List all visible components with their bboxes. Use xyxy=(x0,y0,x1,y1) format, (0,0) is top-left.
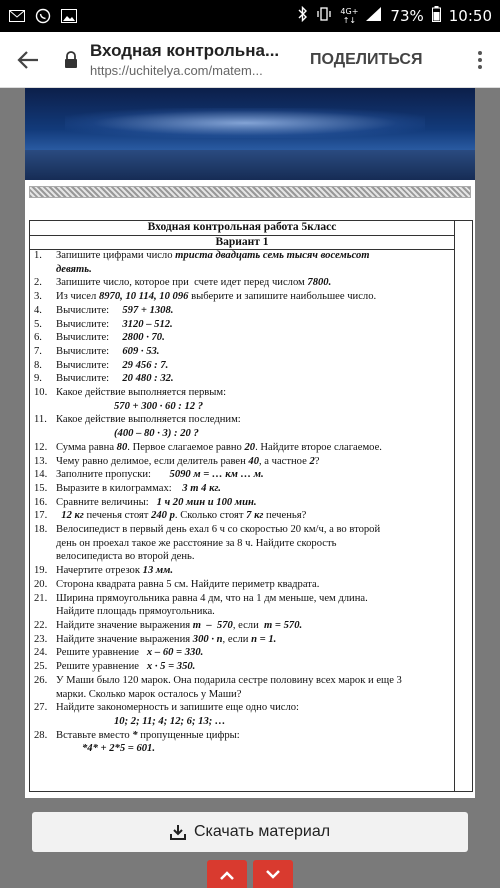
document-page xyxy=(25,180,475,798)
task-text-fragment: 3120 – 512. xyxy=(122,318,173,330)
task-text-fragment: Ширина прямоугольника равна 4 дм, что на 1 дм меньше, чем длина. xyxy=(56,592,368,604)
worksheet-variant: Вариант 1 xyxy=(30,235,454,248)
task-number xyxy=(34,742,56,756)
task-text-fragment: Найдите закономерность и запишите еще одно число: xyxy=(56,702,300,714)
task-row xyxy=(34,413,454,427)
more-options-button[interactable] xyxy=(460,51,500,69)
task-text-fragment: Сторона квадрата равна 5 см. Найдите периметр квадрата. xyxy=(56,578,320,590)
download-button[interactable] xyxy=(32,812,468,852)
task-row xyxy=(34,674,454,688)
task-row xyxy=(34,605,454,619)
task-row xyxy=(34,592,454,606)
task-text-fragment: Из чисел xyxy=(56,291,99,303)
task-text-fragment: 8970, 10 114, 10 096 xyxy=(98,291,189,303)
task-number: 11. xyxy=(34,414,47,426)
task-number: 24. xyxy=(34,647,48,659)
task-text-fragment: Запишите цифрами число xyxy=(56,250,176,261)
task-number: 9. xyxy=(34,373,42,385)
download-icon xyxy=(170,824,186,840)
task-number xyxy=(34,688,56,702)
task-row xyxy=(34,729,454,743)
task-text-fragment: Решите уравнение xyxy=(56,647,147,659)
task-text-fragment: 29 456 : 7. xyxy=(122,359,169,371)
task-text xyxy=(56,523,454,537)
task-text xyxy=(56,564,454,578)
page-nav xyxy=(0,860,500,888)
task-row xyxy=(34,331,454,345)
chevron-up-icon xyxy=(219,870,235,880)
task-text-fragment: Найдите площадь прямоугольника. xyxy=(56,606,215,618)
task-row xyxy=(34,468,454,482)
worksheet-table xyxy=(29,220,473,792)
task-text-fragment: триста двадцать семь тысяч восемьсот xyxy=(175,250,370,261)
task-number: 25. xyxy=(34,661,48,673)
bluetooth-icon xyxy=(298,6,308,26)
task-row xyxy=(34,564,454,578)
document-border-pattern xyxy=(29,186,471,198)
task-text-fragment: . Сколько стоят xyxy=(174,510,247,522)
task-number: 22. xyxy=(34,619,48,631)
task-text xyxy=(56,482,454,496)
battery-icon xyxy=(432,6,441,26)
task-text-fragment: 240 р xyxy=(151,510,175,522)
mail-icon xyxy=(8,7,26,25)
task-row xyxy=(34,633,454,647)
task-text-fragment: пропущенные цифры: xyxy=(137,729,240,741)
task-text-fragment: . Первое слагаемое равно xyxy=(127,441,245,453)
task-text-fragment: Велосипедист в первый день ехал 6 ч со скоростью 20 км/ч, а во второй xyxy=(56,524,381,536)
task-text xyxy=(56,592,454,606)
task-text xyxy=(56,359,454,373)
task-text-fragment: x – 60 = 330. xyxy=(146,647,204,659)
task-text xyxy=(56,537,454,551)
scroll-down-button[interactable] xyxy=(253,860,293,888)
task-number: 15. xyxy=(34,482,48,494)
share-button[interactable]: ПОДЕЛИТЬСЯ xyxy=(310,50,423,68)
task-text xyxy=(56,742,454,756)
task-text xyxy=(56,345,454,359)
task-text-fragment: *4* + 2*5 = 601. xyxy=(82,743,155,755)
task-text-fragment: 3 т 4 кг. xyxy=(182,482,221,494)
task-row xyxy=(34,386,454,400)
scroll-up-button[interactable] xyxy=(207,860,247,888)
vibrate-icon xyxy=(316,6,332,26)
task-text xyxy=(56,619,454,633)
task-number: 12. xyxy=(34,441,48,453)
task-row xyxy=(34,537,454,551)
task-number: 3. xyxy=(34,291,42,303)
task-text xyxy=(56,674,454,688)
task-number xyxy=(34,263,56,277)
task-row xyxy=(34,523,454,537)
task-text-fragment: Решите уравнение xyxy=(56,661,147,673)
task-text xyxy=(56,715,454,729)
task-text xyxy=(56,633,454,647)
task-row xyxy=(34,276,454,290)
task-text xyxy=(56,509,454,523)
back-button[interactable] xyxy=(0,32,56,88)
task-text-fragment: печенья стоят xyxy=(83,510,152,522)
task-number: 5. xyxy=(34,318,42,330)
task-text xyxy=(56,276,454,290)
task-number: 21. xyxy=(34,592,48,604)
task-number: 19. xyxy=(34,565,48,577)
task-text-fragment: Выразите в килограммах: xyxy=(56,482,183,494)
task-number: 6. xyxy=(34,332,42,344)
task-row xyxy=(34,742,454,756)
task-text-fragment: 597 + 1308. xyxy=(122,304,174,316)
task-text-fragment: m = 570. xyxy=(264,619,303,631)
task-text-fragment: Запишите число, которое при счете идет перед числом xyxy=(56,277,308,289)
task-text-fragment: Какое действие выполняется первым: xyxy=(56,387,227,399)
task-text-fragment: У Маши было 120 марок. Она подарила сестре половину всех марок и еще 3 xyxy=(56,674,402,686)
task-text-fragment: 2 xyxy=(309,455,315,467)
task-row xyxy=(34,455,454,469)
task-text xyxy=(56,290,454,304)
task-number xyxy=(34,427,56,441)
status-bar xyxy=(0,0,500,32)
task-text-fragment: , если xyxy=(222,633,252,645)
task-row xyxy=(34,660,454,674)
task-row xyxy=(34,400,454,414)
task-text xyxy=(56,413,454,427)
gallery-icon xyxy=(60,7,78,25)
task-text-fragment: печенья? xyxy=(263,510,307,522)
page-title: Входная контрольна... xyxy=(90,41,280,60)
task-row xyxy=(34,345,454,359)
arrow-left-icon xyxy=(17,50,39,70)
task-text-fragment: Вставьте вместо xyxy=(56,729,133,741)
more-dots-icon xyxy=(478,51,482,55)
task-text-fragment: 570 + 300 · 60 : 12 ? xyxy=(114,400,204,412)
task-row xyxy=(34,263,454,277)
task-text-fragment: (400 – 80 · 3) : 20 ? xyxy=(114,428,199,440)
task-row xyxy=(34,249,454,263)
task-text xyxy=(56,372,454,386)
task-number: 18. xyxy=(34,524,48,536)
header-image xyxy=(25,88,475,180)
task-row xyxy=(34,619,454,633)
task-text xyxy=(56,468,454,482)
notification-icons xyxy=(8,7,78,25)
task-number xyxy=(34,400,56,414)
task-text-fragment: велосипедиста во второй день. xyxy=(56,551,195,563)
task-text xyxy=(56,550,454,564)
whatsapp-icon xyxy=(34,7,52,25)
task-text-fragment: выберите и запишите наибольшее число. xyxy=(188,291,377,303)
task-text-fragment: 7800. xyxy=(307,277,332,289)
task-number: 20. xyxy=(34,578,48,590)
task-text-fragment: день он проехал такое же расстояние за 8 ч. Найдите скорость xyxy=(56,537,337,549)
task-text-fragment: Сумма равна xyxy=(56,441,117,453)
task-number: 2. xyxy=(34,277,42,289)
task-text-fragment: x · 5 = 350. xyxy=(146,661,196,673)
browser-app-bar xyxy=(0,32,500,88)
task-text-fragment: 609 · 53. xyxy=(122,345,160,357)
battery-percent: 73% xyxy=(390,7,424,25)
task-number: 13. xyxy=(34,455,48,467)
task-row xyxy=(34,646,454,660)
task-text xyxy=(56,386,454,400)
task-text-fragment: 20 xyxy=(244,441,256,453)
task-text-fragment: 10; 2; 11; 4; 12; 6; 13; … xyxy=(114,715,226,727)
task-text-fragment: 20 480 : 32. xyxy=(122,373,174,385)
task-text xyxy=(56,427,454,441)
task-text-fragment: Найдите значение выражения xyxy=(56,633,193,645)
task-text xyxy=(56,729,454,743)
worksheet-title: Входная контрольная работа 5класс xyxy=(147,221,337,233)
task-text-fragment: , а частное xyxy=(259,455,310,467)
task-row xyxy=(34,372,454,386)
task-text-fragment: Заполните пропуски: xyxy=(56,469,154,481)
task-text-fragment: Какое действие выполняется последним: xyxy=(56,414,241,426)
task-list xyxy=(30,249,454,756)
task-text xyxy=(56,496,454,510)
task-row xyxy=(34,482,454,496)
network-indicator: 4G+ ↑↓ xyxy=(340,7,359,25)
task-number xyxy=(34,550,56,564)
task-text-fragment: ? xyxy=(314,455,320,467)
task-text xyxy=(56,400,454,414)
task-number: 27. xyxy=(34,702,48,714)
task-text xyxy=(56,441,454,455)
task-text-fragment: марки. Сколько марок осталось у Маши? xyxy=(56,688,242,700)
task-number: 7. xyxy=(34,345,42,357)
task-text-fragment: , если xyxy=(232,619,265,631)
task-text xyxy=(56,318,454,332)
task-text-fragment: девять. xyxy=(56,263,92,275)
lock-icon xyxy=(60,51,82,69)
task-number xyxy=(34,537,56,551)
signal-icon xyxy=(366,7,382,25)
download-label: Скачать материал xyxy=(193,823,331,840)
clock: 10:50 xyxy=(448,7,492,25)
task-text xyxy=(56,455,454,469)
task-text-fragment: Вычислите: xyxy=(56,345,123,357)
page-url: https://uchitelya.com/matem... xyxy=(90,63,263,78)
task-number xyxy=(34,715,56,729)
task-number: 14. xyxy=(34,469,48,481)
task-number: 17. xyxy=(34,510,48,522)
task-text-fragment: Начертите отрезок xyxy=(56,565,143,577)
task-text xyxy=(56,605,454,619)
task-row xyxy=(34,441,454,455)
task-number: 8. xyxy=(34,359,42,371)
task-text xyxy=(56,701,454,715)
task-row xyxy=(34,290,454,304)
chevron-down-icon xyxy=(265,870,281,880)
task-text-fragment: 1 ч 20 мин и 100 мин. xyxy=(156,496,257,508)
task-text-fragment: Вычислите: xyxy=(56,373,123,385)
task-text-fragment: 12 кг xyxy=(56,510,84,522)
task-text-fragment: Вычислите: xyxy=(56,332,123,344)
task-number: 1. xyxy=(34,250,42,261)
task-number: 16. xyxy=(34,496,48,508)
task-row xyxy=(34,688,454,702)
task-text-fragment: . Найдите второе слагаемое. xyxy=(255,441,382,453)
task-row xyxy=(34,304,454,318)
task-text-fragment: 7 кг xyxy=(246,510,264,522)
task-text xyxy=(56,263,454,277)
task-number xyxy=(34,605,56,619)
task-text-fragment: m – 570 xyxy=(192,619,233,631)
task-number: 10. xyxy=(34,387,48,399)
task-row xyxy=(34,318,454,332)
task-text-fragment: * xyxy=(132,729,138,741)
task-number: 23. xyxy=(34,633,48,645)
task-text-fragment: 40 xyxy=(248,455,259,467)
task-text xyxy=(56,646,454,660)
task-row xyxy=(34,496,454,510)
task-text xyxy=(56,304,454,318)
task-text-fragment: 2800 · 70. xyxy=(122,332,165,344)
task-text xyxy=(56,688,454,702)
task-row xyxy=(34,359,454,373)
task-row xyxy=(34,427,454,441)
task-text xyxy=(56,578,454,592)
task-text xyxy=(56,331,454,345)
page-title-block xyxy=(90,41,290,78)
task-text-fragment: Вычислите: xyxy=(56,359,123,371)
task-text-fragment: 13 мм. xyxy=(142,565,174,577)
task-text-fragment: Вычислите: xyxy=(56,304,123,316)
task-text-fragment: 80 xyxy=(116,441,128,453)
task-row xyxy=(34,715,454,729)
task-row xyxy=(34,578,454,592)
task-row xyxy=(34,550,454,564)
task-number: 26. xyxy=(34,674,48,686)
task-text xyxy=(56,660,454,674)
task-text-fragment: 5090 м = … км … м. xyxy=(153,469,264,481)
task-text-fragment: 300 · n xyxy=(192,633,223,645)
task-number: 28. xyxy=(34,729,48,741)
task-number: 4. xyxy=(34,304,42,316)
task-text-fragment: Найдите значение выражения xyxy=(56,619,193,631)
task-text-fragment: Сравните величины: xyxy=(56,496,157,508)
task-row xyxy=(34,509,454,523)
task-text xyxy=(56,249,454,263)
task-text-fragment: n = 1. xyxy=(251,633,277,645)
task-row xyxy=(34,701,454,715)
task-text-fragment: Чему равно делимое, если делитель равен xyxy=(56,455,249,467)
task-text-fragment: Вычислите: xyxy=(56,318,123,330)
